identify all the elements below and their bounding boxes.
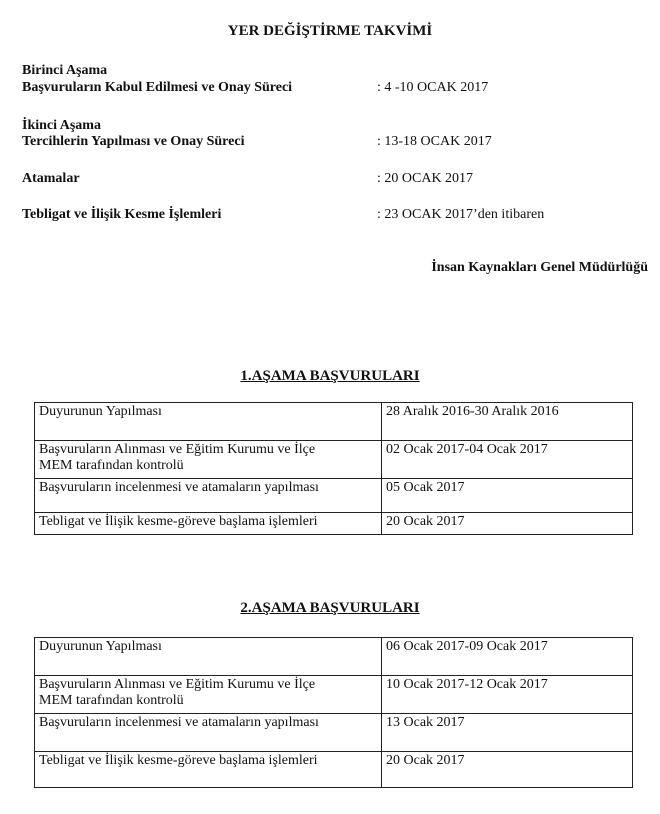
row-label: Tebligat ve İlişik kesme-göreve başlama işlemleri	[35, 752, 382, 788]
stage2-table	[34, 637, 633, 788]
row-date: 05 Ocak 2017	[382, 479, 633, 513]
row-date: 02 Ocak 2017-04 Ocak 2017	[382, 441, 633, 479]
row-date: 20 Ocak 2017	[382, 513, 633, 535]
schedule-stage2-heading: İkinci Aşama	[22, 118, 101, 133]
signature: İnsan Kaynakları Genel Müdürlüğü	[431, 260, 648, 275]
row-label-line2: MEM tarafından kontrolü	[39, 693, 184, 708]
table-row	[35, 638, 633, 676]
stage2-heading: 2.AŞAMA BAŞVURULARI	[240, 600, 420, 616]
row-label: Duyurunun Yapılması	[35, 638, 382, 676]
row-label: Tebligat ve İlişik kesme-göreve başlama işlemleri	[35, 513, 382, 535]
table-row	[35, 714, 633, 752]
row-date: 13 Ocak 2017	[382, 714, 633, 752]
row-date: 20 Ocak 2017	[382, 752, 633, 788]
row-label	[35, 441, 382, 479]
schedule-appointments-label: Atamalar	[22, 171, 80, 186]
table-row	[35, 479, 633, 513]
schedule-stage2-date: : 13-18 OCAK 2017	[377, 134, 492, 149]
row-label: Başvuruların incelenmesi ve atamaların yapılması	[35, 479, 382, 513]
row-label-line1: Başvuruların Alınması ve Eğitim Kurumu ve İlçe	[39, 677, 316, 692]
row-label: Başvuruların incelenmesi ve atamaların yapılması	[35, 714, 382, 752]
stage1-table	[34, 402, 633, 535]
table-row	[35, 676, 633, 714]
row-date: 28 Aralık 2016-30 Aralık 2016	[382, 403, 633, 441]
schedule-stage1-label: Başvuruların Kabul Edilmesi ve Onay Süreci	[22, 80, 293, 95]
document-title: YER DEĞİŞTİRME TAKVİMİ	[227, 23, 433, 39]
schedule-appointments-date: : 20 OCAK 2017	[377, 171, 474, 186]
stage1-heading: 1.AŞAMA BAŞVURULARI	[240, 368, 420, 384]
row-date: 06 Ocak 2017-09 Ocak 2017	[382, 638, 633, 676]
table-row	[35, 403, 633, 441]
schedule-notification-date: : 23 OCAK 2017’den itibaren	[377, 207, 545, 222]
table-row	[35, 441, 633, 479]
row-label-line1: Başvuruların Alınması ve Eğitim Kurumu ve İlçe	[39, 442, 316, 457]
row-label-line2: MEM tarafından kontrolü	[39, 458, 184, 473]
row-date: 10 Ocak 2017-12 Ocak 2017	[382, 676, 633, 714]
schedule-stage1-date: : 4 -10 OCAK 2017	[377, 80, 489, 95]
schedule-stage2-label: Tercihlerin Yapılması ve Onay Süreci	[22, 134, 245, 149]
row-label: Duyurunun Yapılması	[35, 403, 382, 441]
schedule-stage1-heading: Birinci Aşama	[22, 63, 108, 78]
table-row	[35, 513, 633, 535]
row-label	[35, 676, 382, 714]
schedule-notification-label: Tebligat ve İlişik Kesme İşlemleri	[22, 207, 222, 222]
table-row	[35, 752, 633, 788]
